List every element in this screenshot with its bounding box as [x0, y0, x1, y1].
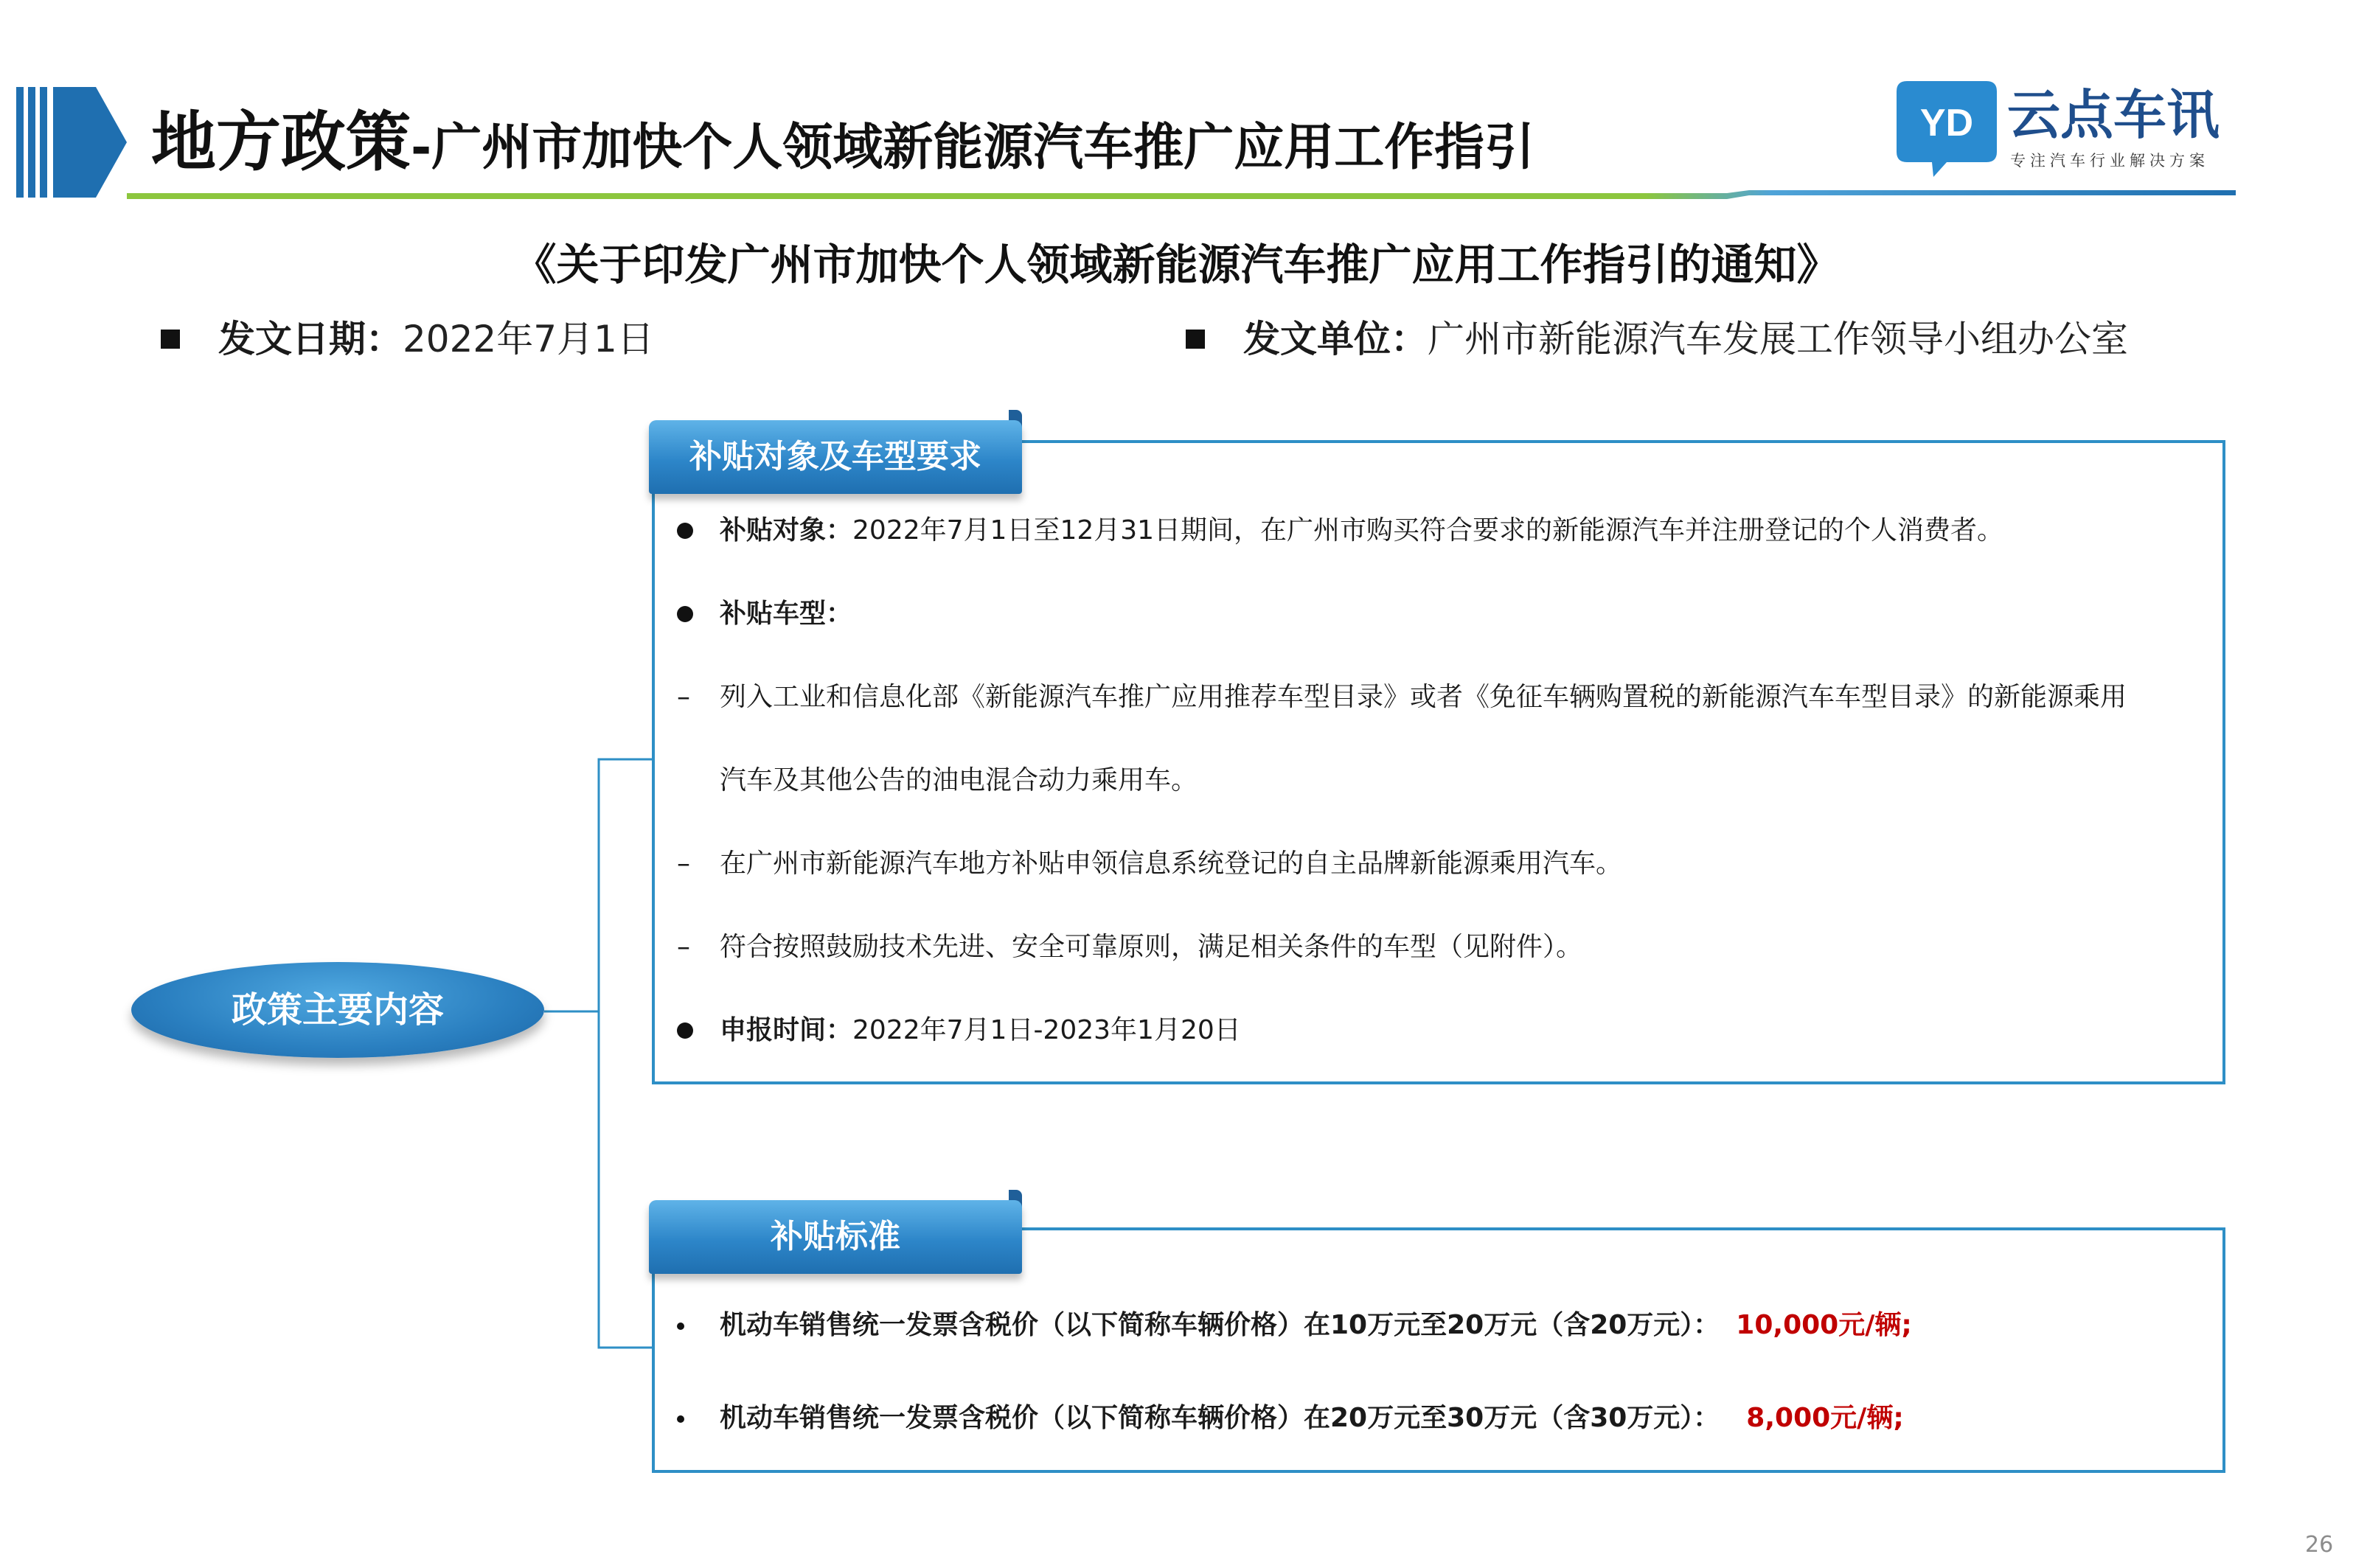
- bullet-icon: [677, 523, 693, 539]
- list-item-model-1: [677, 677, 2127, 718]
- page-number: 26: [2305, 1532, 2334, 1558]
- brand-logo-icon: [1897, 81, 1997, 177]
- application-period-label: 申报时间：: [720, 1015, 853, 1045]
- subsidy-models-label: 补贴车型：: [720, 599, 853, 629]
- page-title: [151, 87, 1535, 198]
- brand-tagline: 专注汽车行业解决方案: [2010, 152, 2209, 170]
- list-item-application-period: [677, 1010, 1241, 1051]
- model-3-text: 符合按照鼓励技术先进、安全可靠原则，满足相关条件的车型（见附件）。: [720, 932, 1583, 962]
- bullet-icon: [677, 1022, 693, 1039]
- document-title: 《关于印发广州市加快个人领域新能源汽车推广应用工作指引的通知》: [513, 240, 1840, 290]
- list-item-model-2: [677, 843, 1622, 885]
- subsidy-target-text: 2022年7月1日至12月31日期间，在广州市购买符合要求的新能源汽车并注册登记的个人消费者。: [852, 515, 2004, 546]
- page-title-main: 地方政策: [151, 104, 411, 180]
- subsidy-target-label: 补贴对象：: [720, 515, 853, 546]
- page-title-sub: -广州市加快个人领域新能源汽车推广应用工作指引: [411, 119, 1535, 177]
- subsidy-amount: 8,000元/辆;: [1746, 1403, 1904, 1433]
- issue-date-label: 发文日期：: [218, 318, 403, 360]
- dash-bullet: –: [677, 849, 690, 879]
- header-divider: [127, 190, 2236, 199]
- model-1-line-2: 汽车及其他公告的油电混合动力乘用车。: [720, 765, 1198, 795]
- header-stripes-icon: [16, 87, 127, 198]
- bullet-icon: [677, 1415, 684, 1423]
- issuing-unit-value: 广州市新能源汽车发展工作领导小组办公室: [1428, 318, 2128, 360]
- brand-name: 云点车讯: [2007, 84, 2220, 146]
- model-1-line-1: 列入工业和信息化部《新能源汽车推广应用推荐车型目录》或者《免征车辆购置税的新能源汽车车型目录》的新能源乘用: [720, 682, 2127, 712]
- bullet-icon: [677, 606, 693, 622]
- root-node-policy-content: 政策主要内容: [131, 962, 544, 1058]
- application-period-text: 2022年7月1日-2023年1月20日: [852, 1015, 1241, 1045]
- subsidy-standard-row: [674, 1305, 1912, 1346]
- issue-date: [161, 313, 654, 365]
- list-item-model-3: [677, 927, 1582, 968]
- model-2-text: 在广州市新能源汽车地方补贴申领信息系统登记的自主品牌新能源乘用汽车。: [720, 849, 1623, 879]
- subsidy-amount: 10,000元/辆;: [1736, 1310, 1912, 1340]
- subsidy-standard-tab: 补贴标准: [649, 1200, 1022, 1274]
- bullet-icon: [677, 1323, 684, 1330]
- issue-date-value: 2022年7月1日: [403, 318, 654, 360]
- issuing-unit-label: 发文单位：: [1243, 318, 1428, 360]
- dash-bullet: –: [677, 682, 690, 712]
- subsidy-standard-row: [674, 1398, 1904, 1439]
- list-item-subsidy-target: [677, 510, 2003, 551]
- square-bullet-icon: [1186, 330, 1205, 349]
- subsidy-standard-text: 机动车销售统一发票含税价（以下简称车辆价格）在10万元至20万元（含20万元）：: [720, 1310, 1720, 1340]
- square-bullet-icon: [161, 330, 180, 349]
- logo-mark: YD: [1919, 102, 1974, 144]
- subsidy-target-tab: 补贴对象及车型要求: [649, 420, 1022, 494]
- subsidy-standard-text: 机动车销售统一发票含税价（以下简称车辆价格）在20万元至30万元（含30万元）：: [720, 1403, 1720, 1433]
- issuing-unit: [1186, 313, 2128, 365]
- list-item-subsidy-models: [677, 593, 852, 635]
- dash-bullet: –: [677, 932, 690, 962]
